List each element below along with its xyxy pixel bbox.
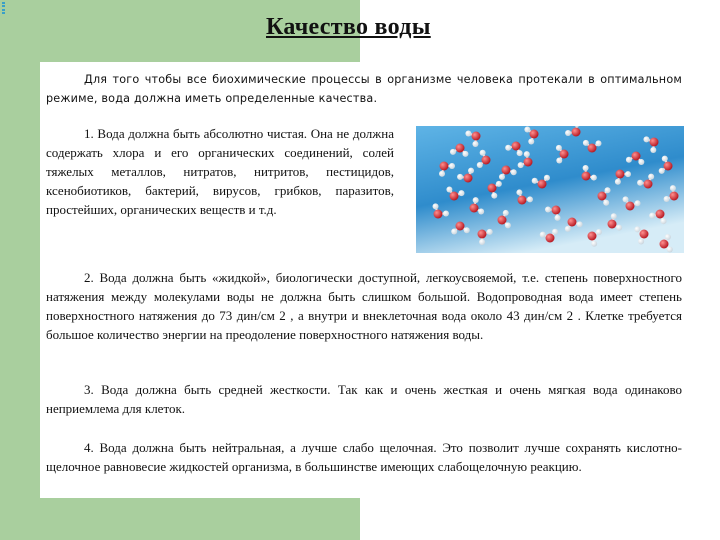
hydrogen-atom: [451, 229, 457, 235]
oxygen-atom: [456, 144, 465, 153]
oxygen-atom: [670, 192, 679, 201]
hydrogen-atom: [615, 179, 621, 185]
hydrogen-atom: [605, 187, 611, 193]
hydrogen-atom: [595, 140, 601, 146]
hydrogen-atom: [496, 181, 502, 187]
oxygen-atom: [588, 144, 597, 153]
hydrogen-atom: [524, 126, 530, 132]
hydrogen-atom: [457, 174, 463, 180]
oxygen-atom: [640, 230, 649, 239]
oxygen-atom: [560, 150, 569, 159]
oxygen-atom: [456, 222, 465, 231]
hydrogen-atom: [480, 150, 486, 156]
hydrogen-atom: [638, 159, 644, 165]
quality-paragraph-1: 1. Вода должна быть абсолютно чистая. Она не должна содержать хлора и его органических соединений, солей тяжелых металлов, нитратов, нитритов, пестицидов, ксенобиотиков, бактерий, вирусов, грибков, паразитов, простейших, органических веществ и т.д.: [46, 126, 394, 217]
hydrogen-atom: [638, 238, 644, 244]
oxygen-atom: [530, 130, 539, 139]
hydrogen-atom: [532, 178, 538, 184]
hydrogen-atom: [449, 163, 455, 169]
hydrogen-atom: [505, 222, 511, 228]
hydrogen-atom: [556, 157, 562, 163]
hydrogen-atom: [659, 168, 665, 174]
hydrogen-atom: [477, 162, 483, 168]
hydrogen-atom: [611, 213, 617, 219]
oxygen-atom: [502, 166, 511, 175]
hydrogen-atom: [565, 226, 571, 232]
text-content-area: [40, 62, 688, 498]
oxygen-atom: [498, 216, 507, 225]
hydrogen-atom: [623, 196, 629, 202]
quality-paragraph-2: 2. Вода должна быть «жидкой», биологически доступной, легкоусвояемой, т.е. степень поверхностного натяжения между молекулами воды не должна быть слишком большой. Водопроводная вода имеет степень поверхностного натяжения до 73 дин/см 2 , а внутри и внеклеточная вода около 43 дин/см 2 . Клетке требуется большое количество энергии на преодоление поверхностного натяжения воды.: [46, 270, 682, 342]
oxygen-atom: [538, 180, 547, 189]
hydrogen-atom: [479, 239, 485, 245]
hydrogen-atom: [544, 175, 550, 181]
hydrogen-atom: [664, 196, 670, 202]
hydrogen-atom: [464, 227, 470, 233]
oxygen-atom: [440, 162, 449, 171]
hydrogen-atom: [450, 149, 456, 155]
oxygen-atom: [512, 142, 521, 151]
hydrogen-atom: [603, 200, 609, 206]
hydrogen-atom: [583, 140, 589, 146]
hydrogen-atom: [565, 130, 571, 136]
oxygen-atom: [582, 172, 591, 181]
oxygen-atom: [450, 192, 459, 201]
hydrogen-atom: [473, 197, 479, 203]
hydrogen-atom: [462, 151, 468, 157]
hydrogen-atom: [552, 229, 558, 235]
hydrogen-atom: [667, 246, 673, 252]
hydrogen-atom: [527, 196, 533, 202]
hydrogen-atom: [518, 162, 524, 168]
hydrogen-atom: [503, 210, 509, 216]
intro-paragraph: Для того чтобы все биохимические процессы в организме человека протекали в оптимальном режиме, вода должна иметь определенные качества.: [46, 73, 682, 105]
hydrogen-atom: [643, 136, 649, 142]
oxygen-atom: [616, 170, 625, 179]
hydrogen-atom: [458, 190, 464, 196]
hydrogen-atom: [625, 171, 631, 177]
hydrogen-atom: [528, 139, 534, 145]
oxygen-atom: [524, 158, 533, 167]
page-title: Качество воды: [266, 14, 431, 40]
hydrogen-atom: [650, 147, 656, 153]
water-molecules-image: [416, 126, 684, 253]
oxygen-atom: [568, 218, 577, 227]
hydrogen-atom: [637, 180, 643, 186]
hydrogen-atom: [591, 241, 597, 247]
oxygen-atom: [608, 220, 617, 229]
oxygen-atom: [488, 184, 497, 193]
oxygen-atom: [552, 206, 561, 215]
oxygen-atom: [656, 210, 665, 219]
hydrogen-atom: [634, 226, 640, 232]
oxygen-atom: [598, 192, 607, 201]
oxygen-atom: [660, 240, 669, 249]
hydrogen-atom: [516, 189, 522, 195]
hydrogen-atom: [472, 141, 478, 147]
hydrogen-atom: [648, 174, 654, 180]
hydrogen-atom: [591, 175, 597, 181]
hydrogen-atom: [662, 156, 668, 162]
hydrogen-atom: [577, 221, 583, 227]
oxygen-atom: [470, 204, 479, 213]
oxygen-atom: [572, 128, 581, 137]
oxygen-atom: [546, 234, 555, 243]
hydrogen-atom: [511, 169, 517, 175]
oxygen-atom: [644, 180, 653, 189]
hydrogen-atom: [439, 171, 445, 177]
hydrogen-atom: [465, 130, 471, 136]
hydrogen-atom: [556, 145, 562, 151]
oxygen-atom: [632, 152, 641, 161]
oxygen-atom: [588, 232, 597, 241]
hydrogen-atom: [478, 209, 484, 215]
hydrogen-atom: [487, 229, 493, 235]
hydrogen-atom: [468, 168, 474, 174]
hydrogen-atom: [665, 234, 671, 240]
oxygen-atom: [482, 156, 491, 165]
hydrogen-atom: [443, 210, 449, 216]
hydrogen-atom: [626, 157, 632, 163]
hydrogen-atom: [616, 225, 622, 231]
hydrogen-atom: [583, 165, 589, 171]
oxygen-atom: [472, 132, 481, 141]
corner-marker-icon: [2, 2, 5, 14]
hydrogen-atom: [661, 218, 667, 224]
hydrogen-atom: [649, 213, 655, 219]
oxygen-atom: [478, 230, 487, 239]
hydrogen-atom: [670, 185, 676, 191]
oxygen-atom: [518, 196, 527, 205]
hydrogen-atom: [635, 200, 641, 206]
hydrogen-atom: [540, 232, 546, 238]
oxygen-atom: [434, 210, 443, 219]
hydrogen-atom: [491, 193, 497, 199]
hydrogen-atom: [596, 229, 602, 235]
oxygen-atom: [650, 138, 659, 147]
hydrogen-atom: [505, 145, 511, 151]
hydrogen-atom: [524, 151, 530, 157]
hydrogen-atom: [555, 215, 561, 221]
hydrogen-atom: [499, 174, 505, 180]
hydrogen-atom: [446, 186, 452, 192]
quality-paragraph-3: 3. Вода должна быть средней жесткости. Так как и очень жесткая и очень мягкая вода одинаково неприемлема для клеток.: [46, 382, 682, 416]
hydrogen-atom: [433, 203, 439, 209]
oxygen-atom: [464, 174, 473, 183]
quality-paragraph-4: 4. Вода должна быть нейтральная, а лучше слабо щелочная. Это позволит лучше сохранять кислотно-щелочное равновесие жидкостей организма, в большинстве имеющих слабощелочную реакцию.: [46, 440, 682, 474]
hydrogen-atom: [517, 150, 523, 156]
oxygen-atom: [664, 162, 673, 171]
hydrogen-atom: [545, 207, 551, 213]
oxygen-atom: [626, 202, 635, 211]
